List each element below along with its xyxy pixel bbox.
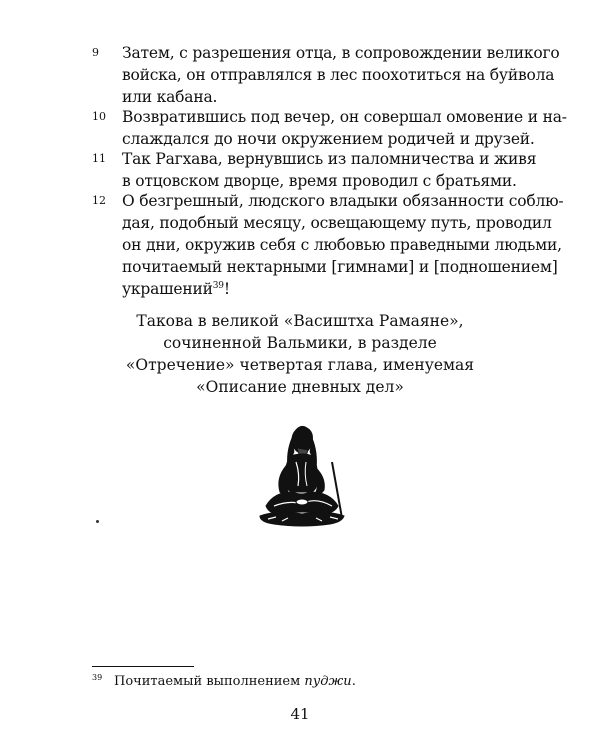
colophon-line: «Описание дневных дел» <box>196 378 404 396</box>
footnote-ref[interactable]: 39 <box>212 280 224 291</box>
verse-number: 12 <box>92 194 106 207</box>
verse-text <box>122 148 537 192</box>
chapter-colophon <box>100 310 500 398</box>
footnote: 39 Почитаемый выполнением пуджи. <box>92 672 356 689</box>
verse-last-line-text: украшений <box>122 280 213 298</box>
verse-line: дая, подобный месяцу, освещающему путь, проводил <box>122 214 552 232</box>
verse-line: Возвратившись под вечер, он совершал омовение и на- <box>122 108 567 126</box>
verse-line: он дни, окружив себя с любовью праведными людьми, <box>122 236 562 254</box>
verse-number: 11 <box>92 152 106 165</box>
verse-number: 10 <box>92 110 106 123</box>
verse-text <box>122 42 560 108</box>
verse-line: почитаемый нектарными [гимнами] и [подношением] <box>122 258 558 276</box>
verse-last-line <box>122 278 502 300</box>
ink-dot <box>96 520 99 523</box>
colophon-line: Такова в великой «Васиштха Рамаяне», <box>136 312 464 330</box>
page-number: 41 <box>290 705 310 723</box>
verse-number: 9 <box>92 46 99 59</box>
colophon-line: сочиненной Вальмики, в разделе <box>163 334 437 352</box>
verse-line: в отцовском дворце, время проводил с братьями. <box>122 172 517 190</box>
verse-line: Затем, с разрешения отца, в сопровождении великого <box>122 44 560 62</box>
verse-text <box>122 190 564 300</box>
footnote-text: Почитаемый выполнением <box>114 674 301 689</box>
colophon-line: «Отречение» четвертая глава, именуемая <box>125 356 475 374</box>
footnote-divider <box>92 666 194 667</box>
verse-line: О безгрешный, людского владыки обязанности соблю- <box>122 192 564 210</box>
verse-line: Так Рагхава, вернувшись из паломничества и живя <box>122 150 537 168</box>
verse-line: слаждался до ночи окружением родичей и друзей. <box>122 130 535 148</box>
seated-sage-icon <box>246 422 356 532</box>
verse-last-line-tail: ! <box>223 280 230 298</box>
verse-text <box>122 106 567 150</box>
verse-line: войска, он отправлялся в лес поохотиться на буйвола <box>122 66 555 84</box>
verse-line: или кабана. <box>122 88 218 106</box>
footnote-emphasis: пуджи <box>304 674 352 689</box>
footnote-tail: . <box>351 674 356 689</box>
